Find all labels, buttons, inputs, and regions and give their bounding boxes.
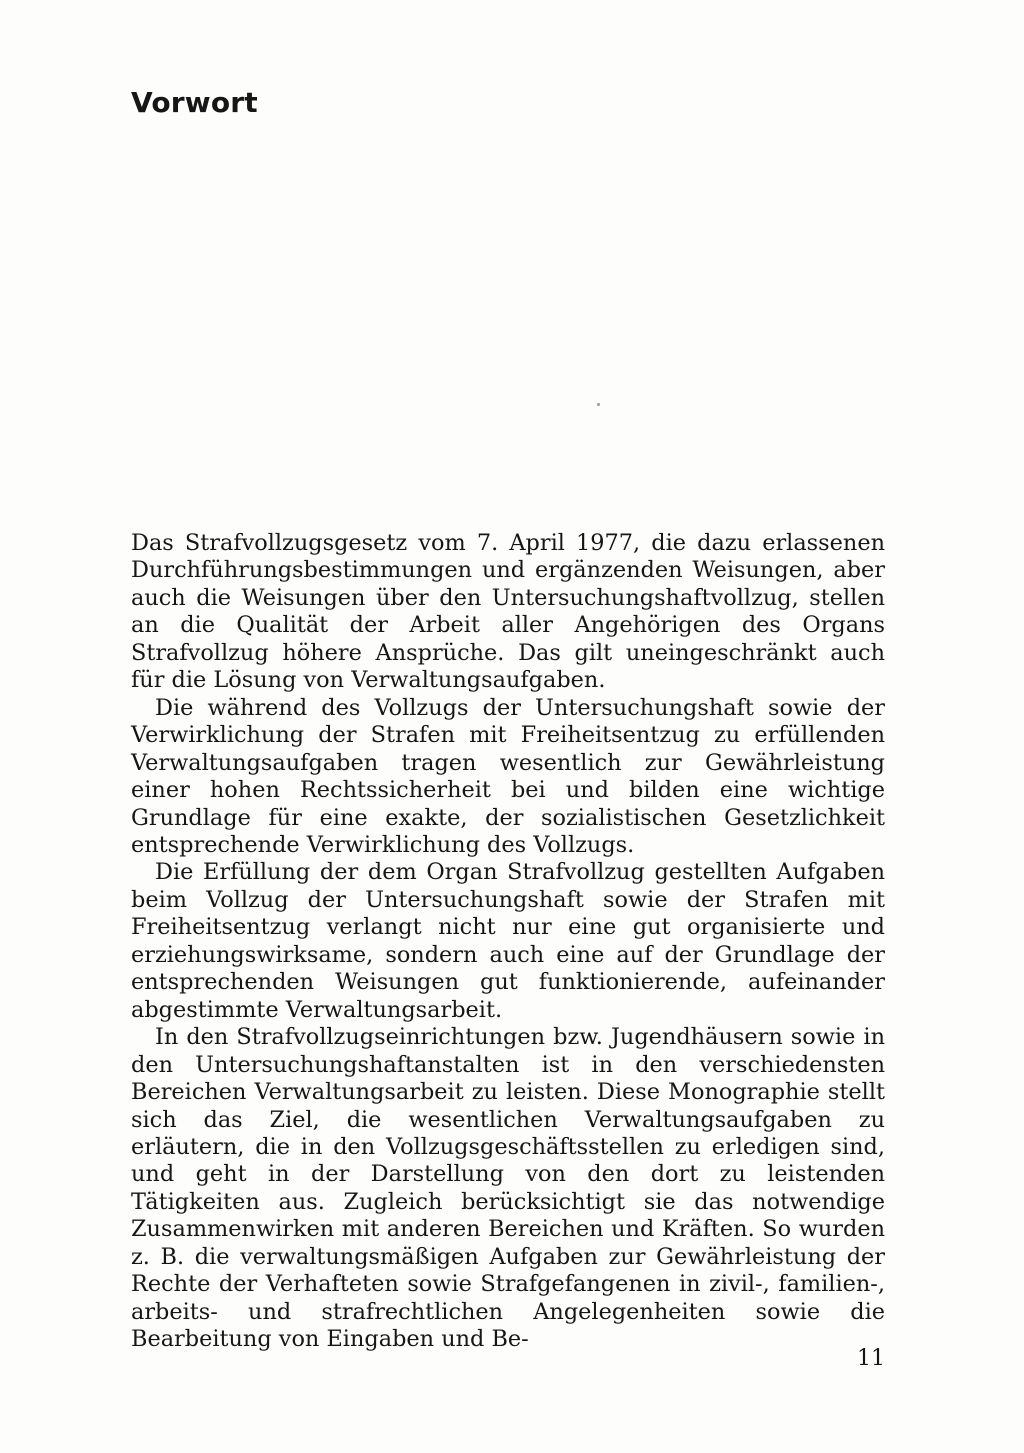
page-title: Vorwort — [131, 86, 258, 119]
body-text — [131, 530, 885, 1354]
paragraph: In den Strafvollzugseinrichtungen bzw. Jugendhäusern sowie in den Untersuchungshaftanstalten ist in den verschiedensten Bereichen Verwaltungsarbeit zu leisten. Diese Monographie stellt sich das Ziel, die wesentlichen Verwaltungsaufgaben zu erläutern, die in den Vollzugsgeschäftsstellen zu erledigen sind, und geht in der Darstellung von den dort zu leistenden Tätigkeiten aus. Zugleich berücksichtigt sie das notwendige Zusammenwirken mit anderen Bereichen und Kräften. So wurden z. B. die verwaltungsmäßigen Aufgaben zur Gewährleistung der Rechte der Verhafteten sowie Strafgefangenen in zivil-, familien-, arbeits- und strafrechtlichen Angelegenheiten sowie die Bearbeitung von Eingaben und Be- — [131, 1024, 885, 1353]
print-speck — [597, 403, 600, 406]
page-number: 11 — [857, 1346, 885, 1371]
paragraph: Die während des Vollzugs der Untersuchungshaft sowie der Verwirklichung der Strafen mit Freiheitsentzug zu erfüllenden Verwaltungsaufgaben tragen wesentlich zur Gewährleistung einer hohen Rechtssicherheit bei und bilden eine wichtige Grundlage für eine exakte, der sozialistischen Gesetzlichkeit entsprechende Verwirklichung des Vollzugs. — [131, 694, 885, 858]
paragraph: Die Erfüllung der dem Organ Strafvollzug gestellten Aufgaben beim Vollzug der Untersuchungshaft sowie der Strafen mit Freiheitsentzug verlangt nicht nur eine gut organisierte und erziehungswirksame, sondern auch eine auf der Grundlage der entsprechenden Weisungen gut funktionierende, aufeinander abgestimmte Verwaltungsarbeit. — [131, 859, 885, 1023]
paragraph: Das Strafvollzugsgesetz vom 7. April 1977, die dazu erlassenen Durchführungsbestimmungen und ergänzenden Weisungen, aber auch die Weisungen über den Untersuchungshaftvollzug, stellen an die Qualität der Arbeit aller Angehörigen des Organs Strafvollzug höhere Ansprüche. Das gilt uneingeschränkt auch für die Lösung von Verwaltungsaufgaben. — [131, 530, 885, 694]
